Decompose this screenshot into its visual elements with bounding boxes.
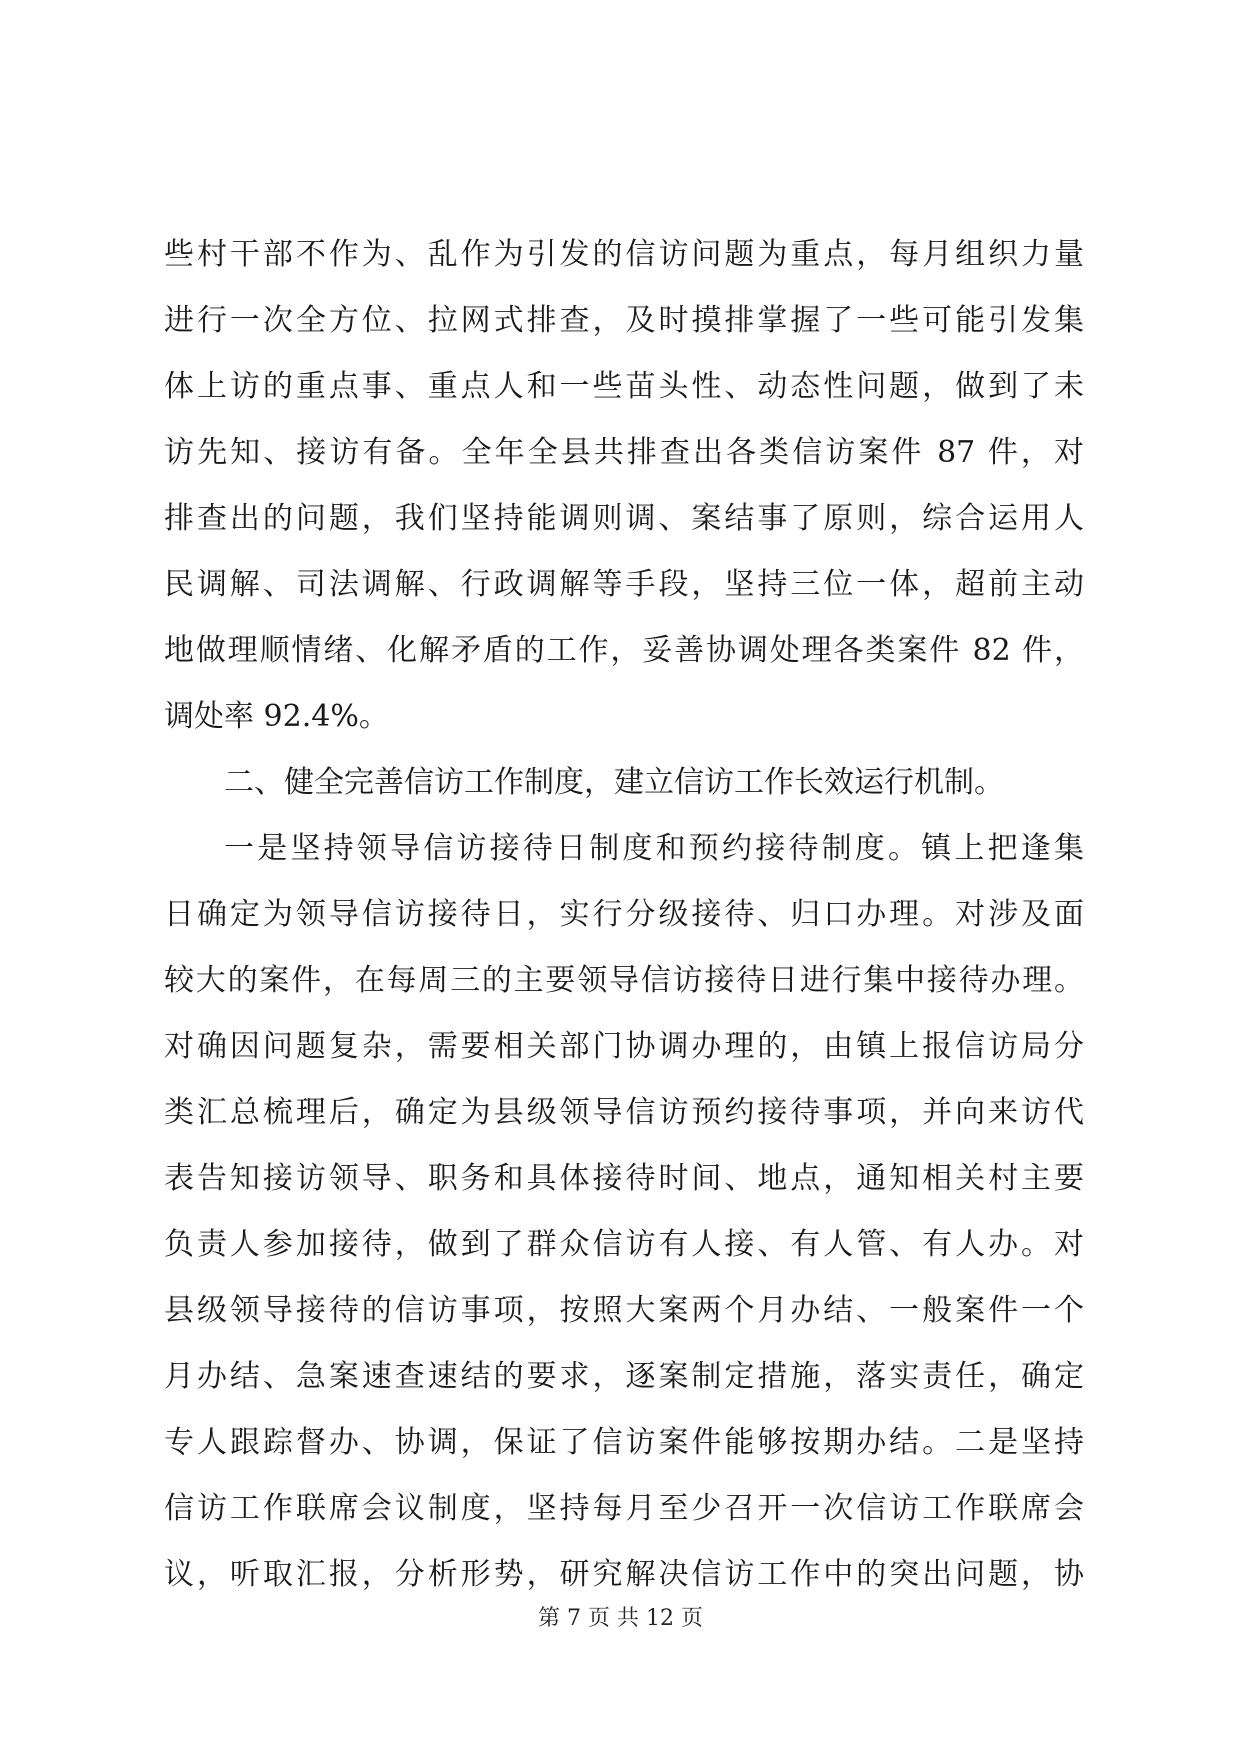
body-line-6: 民调解、司法调解、行政调解等手段，坚持三位一体，超前主动 bbox=[164, 567, 1084, 602]
body-line-18: 月办结、急案速查速结的要求，逐案制定措施，落实责任，确定 bbox=[164, 1359, 1084, 1394]
body-line-10: 一是坚持领导信访接待日制度和预约接待制度。镇上把逢集 bbox=[224, 831, 1084, 866]
body-line-20: 信访工作联席会议制度，坚持每月至少召开一次信访工作联席会 bbox=[164, 1491, 1084, 1526]
body-line-16: 负责人参加接待，做到了群众信访有人接、有人管、有人办。对 bbox=[164, 1227, 1084, 1262]
body-line-19: 专人跟踪督办、协调，保证了信访案件能够按期办结。二是坚持 bbox=[164, 1425, 1084, 1460]
body-line-21: 议，听取汇报，分析形势，研究解决信访工作中的突出问题，协 bbox=[164, 1557, 1084, 1592]
body-line-8: 调处率 92.4%。 bbox=[164, 699, 389, 734]
body-line-1: 些村干部不作为、乱作为引发的信访问题为重点，每月组织力量 bbox=[164, 237, 1084, 272]
body-line-17: 县级领导接待的信访事项，按照大案两个月办结、一般案件一个 bbox=[164, 1293, 1084, 1328]
body-line-5: 排查出的问题，我们坚持能调则调、案结事了原则，综合运用人 bbox=[164, 501, 1084, 536]
body-line-7: 地做理顺情绪、化解矛盾的工作，妥善协调处理各类案件 82 件， bbox=[164, 633, 1084, 668]
section-heading: 二、健全完善信访工作制度，建立信访工作长效运行机制。 bbox=[224, 765, 1004, 800]
body-line-2: 进行一次全方位、拉网式排查，及时摸排掌握了一些可能引发集 bbox=[164, 303, 1084, 338]
body-line-14: 类汇总梳理后，确定为县级领导信访预约接待事项，并向来访代 bbox=[164, 1095, 1084, 1130]
body-line-15: 表告知接访领导、职务和具体接待时间、地点，通知相关村主要 bbox=[164, 1161, 1084, 1196]
body-line-13: 对确因问题复杂，需要相关部门协调办理的，由镇上报信访局分 bbox=[164, 1029, 1084, 1064]
body-line-12: 较大的案件，在每周三的主要领导信访接待日进行集中接待办理。 bbox=[164, 963, 1084, 998]
page-number-footer: 第 7 页 共 12 页 bbox=[538, 1606, 703, 1631]
body-line-4: 访先知、接访有备。全年全县共排查出各类信访案件 87 件，对 bbox=[164, 435, 1084, 470]
body-line-3: 体上访的重点事、重点人和一些苗头性、动态性问题，做到了未 bbox=[164, 369, 1084, 404]
body-line-11: 日确定为领导信访接待日，实行分级接待、归口办理。对涉及面 bbox=[164, 897, 1084, 932]
